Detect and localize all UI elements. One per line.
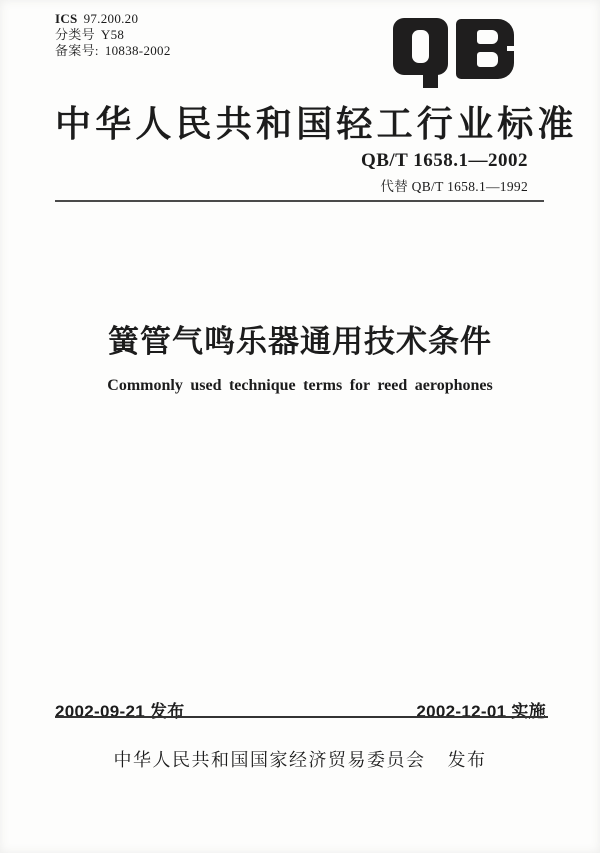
issue-label: 发布	[150, 702, 185, 721]
ics-line	[55, 11, 171, 27]
document-meta	[55, 11, 171, 59]
qb-logo	[393, 18, 514, 79]
issue-date: 2002-09-21	[55, 702, 145, 721]
class-value: Y58	[100, 27, 125, 42]
document-title-en: Commonly used technique terms for reed aerophones	[107, 377, 493, 394]
publish-label: 发布	[447, 750, 487, 770]
standard-number: QB/T 1658.1—2002	[360, 150, 528, 171]
replaces-note: 代替 QB/T 1658.1—1992	[380, 179, 528, 194]
implementation-date-line	[416, 697, 546, 722]
record-label: 备案号:	[55, 43, 99, 58]
header-divider	[55, 200, 544, 202]
standard-category-title: 中华人民共和国轻工行业标准	[55, 104, 578, 144]
standard-number-block	[361, 150, 528, 195]
implementation-date: 2002-12-01	[416, 702, 507, 721]
logo-letter-b-icon	[456, 19, 514, 79]
record-line	[55, 43, 171, 59]
implementation-label: 实施	[511, 702, 546, 721]
dates-row	[55, 697, 546, 722]
document-title-zh: 簧管气鸣乐器通用技术条件	[108, 324, 492, 359]
record-value: 10838-2002	[104, 43, 171, 58]
issue-date-line	[55, 697, 185, 722]
logo-letter-q-icon	[393, 18, 448, 75]
ics-value: 97.200.20	[83, 11, 139, 26]
publisher-row	[0, 746, 600, 772]
footer-divider	[55, 716, 548, 718]
ics-label: ICS	[55, 11, 78, 26]
class-label: 分类号	[55, 27, 95, 42]
class-line	[55, 27, 171, 43]
publisher-name: 中华人民共和国国家经济贸易委员会	[113, 750, 426, 770]
